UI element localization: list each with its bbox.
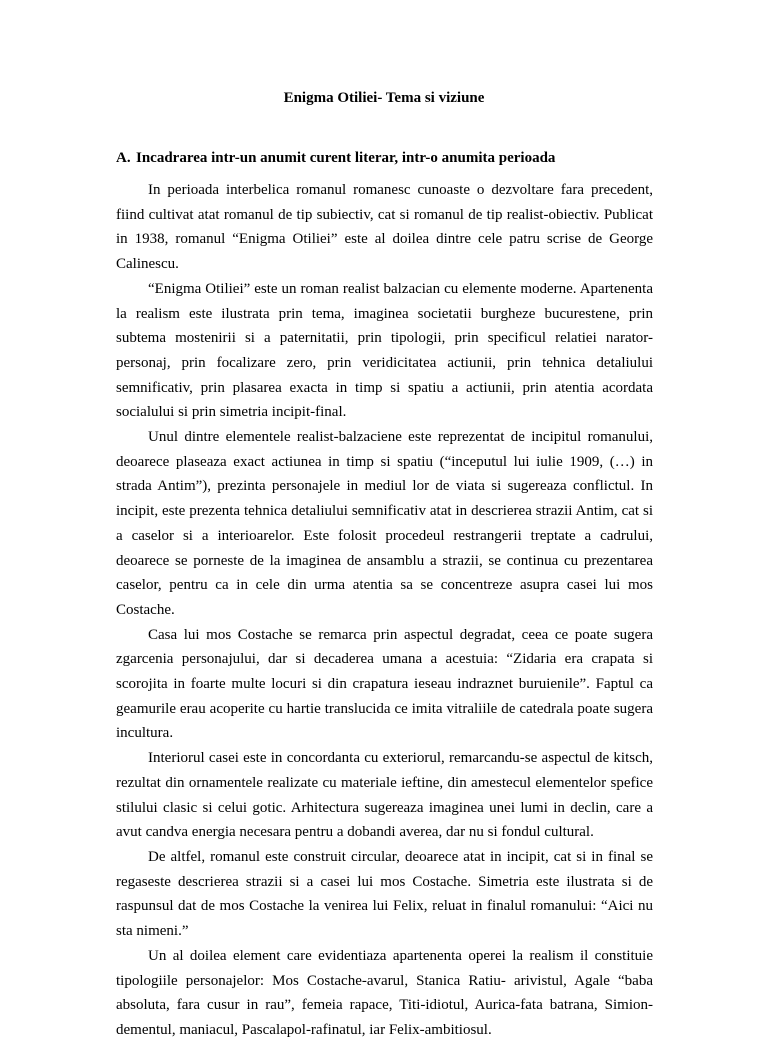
paragraph: “Enigma Otiliei” este un roman realist balzacian cu elemente moderne. Apartenenta la realism este ilustrata prin tema, imaginea societatii burgheze bucurestene, prin subtema mostenirii si a paternitatii, prin tipologii, prin specificul relatiei narator-personaj, prin focalizare zero, prin veridicitatea actiunii, prin tehnica detaliului semnificativ, prin plasarea exacta in timp si spatiu a actiunii, prin atentia acordata socialului si prin simetria incipit-final. xyxy=(116,280,653,421)
paragraph: Un al doilea element care evidentiaza apartenenta operei la realism il constituie tipologiile personajelor: Mos Costache-avarul, Stanica Ratiu- arivistul, Agale “baba absoluta, fara cusur in rau”, femeia rapace, Titi-idiotul, Aurica-fata batrana, Simion-dementul, maniacul, Pascalapol-rafinatul, iar Felix-ambitiosul. xyxy=(116,947,653,1038)
paragraph: Interiorul casei este in concordanta cu exteriorul, remarcandu-se aspectul de kitsch, rezultat din ornamentele realizate cu materiale ieftine, din amestecul elementelor spefice stilului clasic si celui gotic. Arhitectura sugereaza imaginea unei lumi in declin, care a avut candva energia necesara pentru a dobandi averea, dar nu si fondul cultural. xyxy=(116,750,653,841)
section-heading-text: Incadrarea intr-un anumit curent literar, intr-o anumita perioada xyxy=(136,150,556,166)
section-marker: A. xyxy=(116,150,131,166)
paragraph: De altfel, romanul este construit circular, deoarece atat in incipit, cat si in final se regaseste descrierea strazii si a casei lui mos Costache. Simetria este ilustrata si de raspunsul dat de mos Costache la venirea lui Felix, reluat in finalul romanului: “Aici nu sta nimeni.” xyxy=(116,848,653,940)
document-title: Enigma Otiliei- Tema si viziune xyxy=(283,90,485,106)
paragraph: Casa lui mos Costache se remarca prin aspectul degradat, ceea ce poate sugera zgarcenia personajului, dar si decaderea umana a acestuia: “Zidaria era crapata si scorojita in foarte multe locuri si din crapatura ieseau indraznet buruienile”. Faptul ca geamurile erau acoperite cu hartie translucida ce imita vitraliile de catedrala poate sugera incultura. xyxy=(116,626,653,742)
paragraph: In perioada interbelica romanul romanesc cunoaste o dezvoltare fara precedent, fiind cultivat atat romanul de tip subiectiv, cat si romanul de tip realist-obiectiv. Publicat in 1938, romanul “Enigma Otiliei” este al doilea dintre cele patru scrise de George Calinescu. xyxy=(116,182,653,273)
section-heading xyxy=(116,148,555,168)
paragraph: Unul dintre elementele realist-balzaciene este reprezentat de incipitul romanului, deoarece plaseaza exact actiunea in timp si spatiu (“inceputul lui iulie 1909, (…) in strada Antim”), prezinta personajele in mediul lor de viata si sugereaza conflictul. In incipit, este prezenta tehnica detaliului semnificativ atat in descrierea strazii Antim, cat si a caselor si a interioarelor. Este folosit procedeul restrangerii treptate a cadrului, deoarece se porneste de la imaginea de ansamblu a strazii, se continua cu prezentarea caselor, pentru ca in cele din urma atentia sa se concentreze asupra casei lui mos Costache. xyxy=(116,429,653,618)
body-text xyxy=(116,178,653,1043)
